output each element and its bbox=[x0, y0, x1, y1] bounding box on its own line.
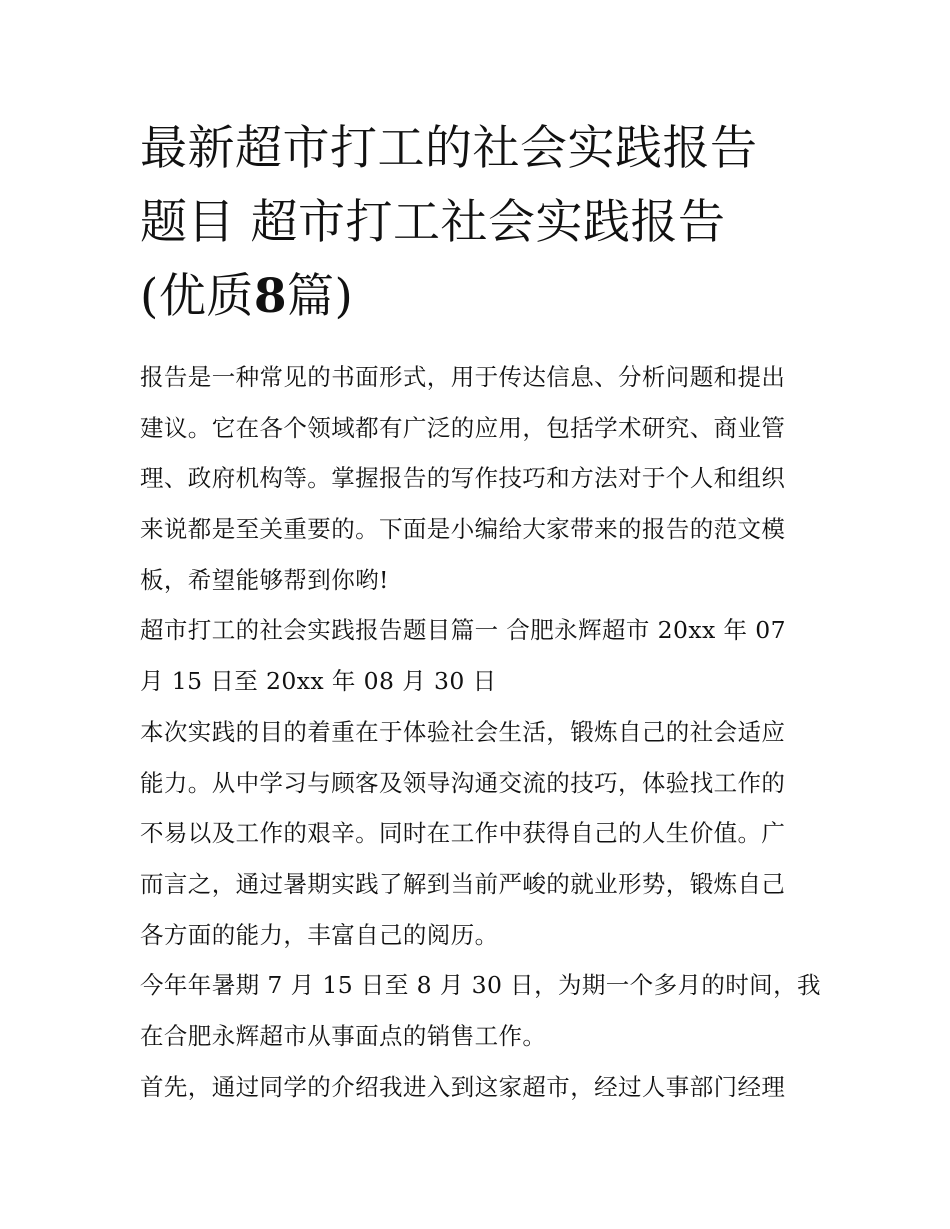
paragraph-section-heading bbox=[140, 605, 820, 706]
text-line: 首先，通过同学的介绍我进入到这家超市，经过人事部门经理 bbox=[140, 1072, 786, 1101]
title-line-3-suffix: 篇) bbox=[287, 269, 354, 324]
text-line: 今年年暑期 7 月 15 日至 8 月 30 日，为期一个多月的时间，我 bbox=[140, 971, 821, 1000]
title-line-3-number: 8 bbox=[253, 269, 288, 324]
text-line: 本次实践的目的着重在于体验社会生活，锻炼自己的社会适应 bbox=[140, 717, 786, 746]
text-line: 在合肥永辉超市从事面点的销售工作。 bbox=[140, 1021, 547, 1050]
text-line: 各方面的能力，丰富自己的阅历。 bbox=[140, 920, 499, 949]
paragraph-intro bbox=[140, 352, 820, 605]
text-line: 月 15 日至 20xx 年 08 月 30 日 bbox=[140, 667, 497, 696]
text-line: 而言之，通过暑期实践了解到当前严峻的就业形势，锻炼自己 bbox=[140, 869, 786, 898]
text-line: 来说都是至关重要的。下面是小编给大家带来的报告的范文模 bbox=[140, 515, 786, 544]
text-line: 板，希望能够帮到你哟! bbox=[140, 565, 389, 594]
paragraph-period bbox=[140, 960, 820, 1061]
text-line: 建议。它在各个领域都有广泛的应用，包括学术研究、商业管 bbox=[140, 413, 786, 442]
text-line: 理、政府机构等。掌握报告的写作技巧和方法对于个人和组织 bbox=[140, 464, 786, 493]
text-line: 报告是一种常见的书面形式，用于传达信息、分析问题和提出 bbox=[140, 363, 786, 391]
text-line: 能力。从中学习与顾客及领导沟通交流的技巧，体验找工作的 bbox=[140, 768, 786, 797]
title-line-1: 最新超市打工的社会实践报告 bbox=[140, 121, 758, 176]
text-line: 不易以及工作的艰辛。同时在工作中获得自己的人生价值。广 bbox=[140, 819, 786, 848]
document-body bbox=[140, 352, 820, 1112]
title-line-3-prefix: (优质 bbox=[140, 269, 254, 324]
title-line-2: 题目 超市打工社会实践报告 bbox=[140, 195, 726, 250]
document-title bbox=[140, 112, 820, 334]
paragraph-purpose bbox=[140, 707, 820, 960]
text-line: 超市打工的社会实践报告题目篇一 合肥永辉超市 20xx 年 07 bbox=[140, 616, 786, 645]
title-line-3 bbox=[140, 260, 820, 334]
paragraph-first bbox=[140, 1062, 820, 1113]
